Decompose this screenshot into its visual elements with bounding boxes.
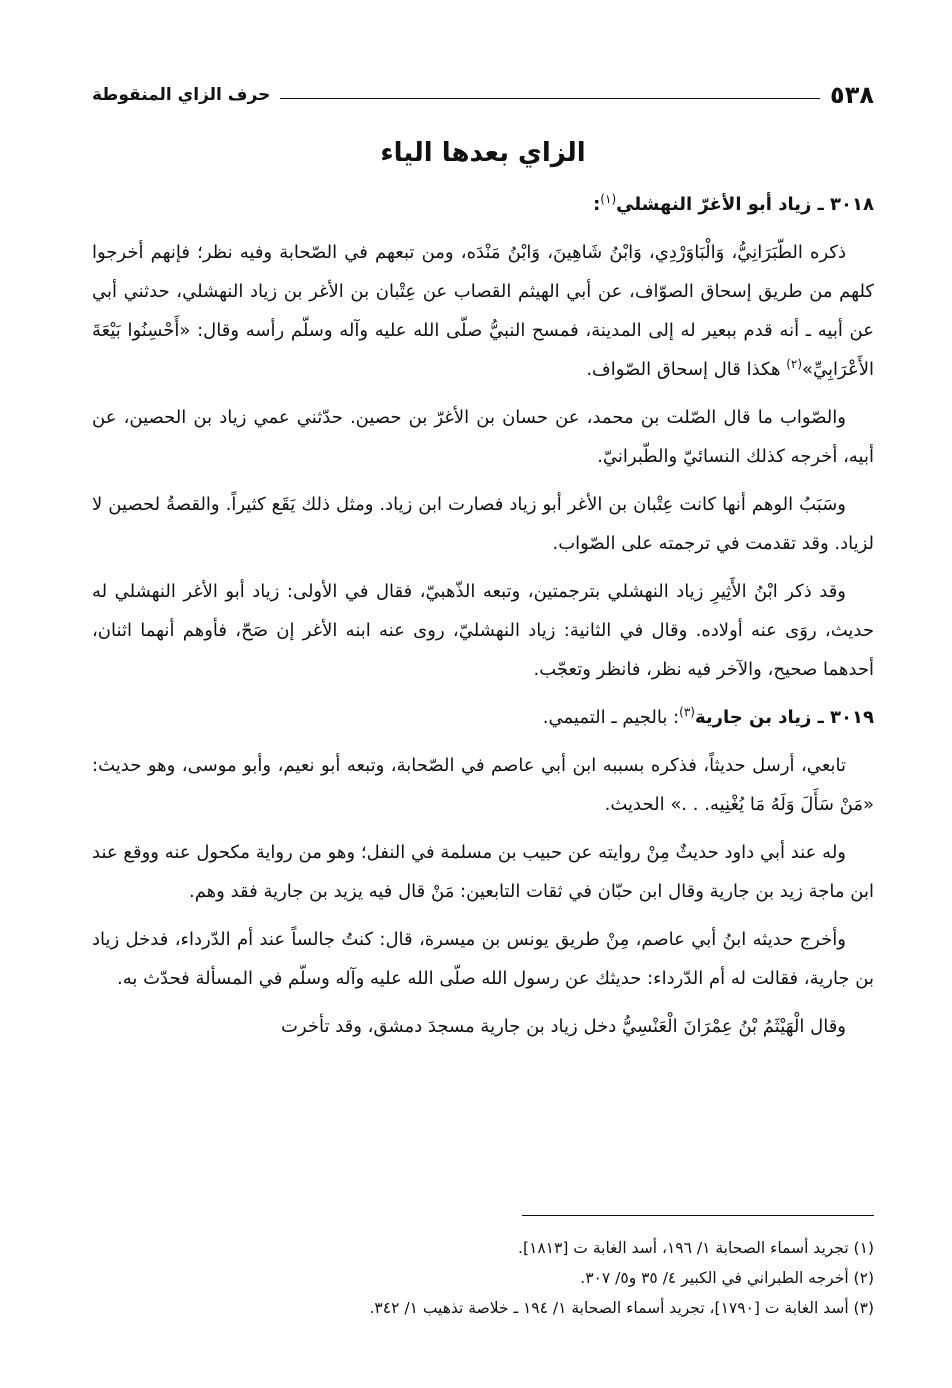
- footnote-marker: (٢): [786, 357, 803, 371]
- paragraph: وله عند أبي داود حديثٌ مِنْ روايته عن حبيب بن مسلمة في النفل؛ وهو من رواية مكحول عنه ووقع عند ابن ماجة زيد بن جارية وقال ابن حبّان في ثقات التابعين: مَنْ قال فيه يزيد بن جارية فقد وهم.: [92, 842, 874, 902]
- footnote-marker: (١): [600, 192, 617, 206]
- paragraph: وأخرج حديثه ابنُ أبي عاصم، مِنْ طريق يونس بن ميسرة، قال: كنتُ جالساً عند أم الدّرداء، فدخل زياد بن جارية، فقالت له أم الدّرداء: حديثك عن رسول الله صلّى الله عليه وآله وسلّم في المسألة فحدّث به.: [92, 929, 874, 989]
- footnote-3: (٣) أسد الغابة ت [١٧٩٠]، تجريد أسماء الصحابة ١/ ١٩٤ ـ خلاصة تذهيب ١/ ٣٤٢.: [369, 1299, 874, 1317]
- paragraph: تابعي، أرسل حديثاً، فذكره بسببه ابن أبي عاصم في الصّحابة، وتبعه أبو نعيم، وأبو موسى، وهو حديث: «مَنْ سَأَلَ وَلَهُ مَا يُغْنِيه. . .» الحديث.: [92, 755, 874, 815]
- entry-heading-text: ٣٠١٨ ـ زياد أبو الأغرّ النهشلي: [616, 194, 874, 215]
- running-title: حرف الزاي المنقوطة: [92, 85, 271, 105]
- page-header: [92, 78, 874, 112]
- entry-heading-colon: :: [593, 194, 601, 215]
- paragraph: وقال الْهَيْثَمُ بْنُ عِمْرَانَ الْعَنْسِيُّ دخل زياد بن جارية مسجدَ دمشق، وقد تأخرت: [280, 1016, 846, 1037]
- body-text: [92, 185, 874, 1055]
- header-rule: [280, 98, 820, 99]
- section-title: الزاي بعدها الياء: [380, 138, 586, 168]
- footnote-2: (٢) أخرجه الطبراني في الكبير ٤/ ٣٥ و٥/ ٣٠٧.: [580, 1269, 874, 1287]
- book-page: [92, 0, 874, 1388]
- entry-3018-heading: [92, 185, 874, 224]
- paragraph-text: ذكره الطّبَرَانِيُّ، وَالْبَاوَرْدِي، وَابْنُ شَاهِينَ، وَابْنُ مَنْدَه، ومن تبعهم في الصّحابة وفيه نظر؛ فإنهم أخرجوا كلهم من طريق إسحاق الصوّاف، عن أبي الهيثم القصاب عن عِتْبان بن الأغر بن زياد النهشلي، حدثني أبي عن أبيه ـ أنه قدم ببعير له إلى المدينة، فمسح النبيُّ صلّى الله عليه وآله وسلّم رأسه وقال: «أَحْسِنُوا بَيْعَةَ الأَعْرَابِيِّ»: [92, 242, 874, 380]
- paragraph: وسَبَبُ الوهم أنها كانت عِتْبان بن الأغر أبو زياد فصارت ابن زياد. ومثل ذلك يَقَع كثيراً. والقصةُ لحصين لا لزياد. وقد تقدمت في ترجمته على الصّواب.: [92, 494, 874, 554]
- paragraph: [92, 233, 874, 389]
- footnotes: [92, 1233, 874, 1323]
- entry-heading-rest: : بالجيم ـ التميمي.: [542, 707, 680, 728]
- paragraph-text: هكذا قال إسحاق الصّواف.: [586, 359, 787, 380]
- footnote-1: (١) تجريد أسماء الصحابة ١/ ١٩٦، أسد الغابة ت [١٨١٣].: [518, 1239, 874, 1257]
- paragraph: والصّواب ما قال الصّلت بن محمد، عن حسان بن الأغرّ بن حصين. حدّثني عمي زياد بن الحصين، عن أبيه، أخرجه كذلك النسائيّ والطّبرانيّ.: [92, 407, 874, 467]
- footnote-rule: [522, 1215, 874, 1216]
- entry-heading-text: ٣٠١٩ ـ زياد بن جارية: [694, 707, 874, 728]
- page-number: ٥٣٨: [830, 81, 874, 109]
- footnote-marker: (٣): [679, 705, 695, 719]
- paragraph: وقد ذكر ابْنُ الأَثِيرِ زياد النهشلي بترجمتين، وتبعه الذّهبيّ، فقال في الأولى: زياد أبو الأغر النهشلي له حديث، روَى عنه أولاده. وقال في الثانية: زياد النهشليّ، روى عنه ابنه الأغر إن صَحّ، فأوهم أنهما اثنان، أحدهما صحيح، والآخر فيه نظر، فانظر وتعجّب.: [92, 581, 874, 680]
- entry-3019-heading: [92, 698, 874, 737]
